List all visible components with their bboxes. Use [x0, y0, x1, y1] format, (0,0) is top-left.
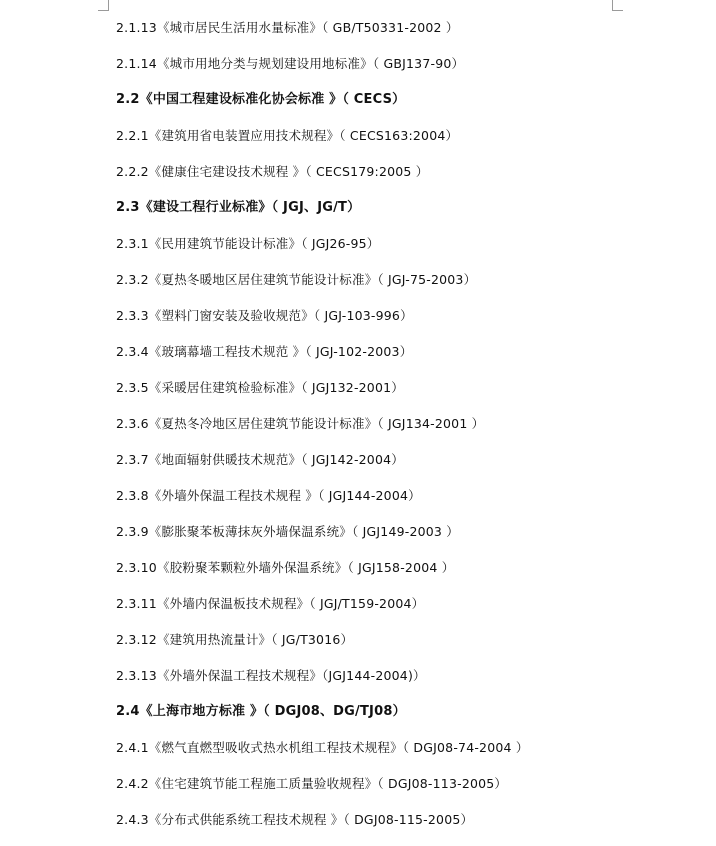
- standard-entry: 2.4.2《住宅建筑节能工程施工质量验收规程》（ DGJ08-113-2005）: [116, 776, 508, 791]
- standard-entry: 2.2.2《健康住宅建设技术规程 》（ CECS179:2005 ）: [116, 164, 429, 179]
- crop-mark-top-left: [98, 0, 109, 11]
- standard-entry: 2.3.11《外墙内保温板技术规程》（ JGJ/T159-2004）: [116, 596, 425, 611]
- standard-entry: 2.3.8《外墙外保温工程技术规程 》（ JGJ144-2004）: [116, 488, 421, 503]
- standard-entry: 2.3.12《建筑用热流量计》（ JG/T3016）: [116, 632, 354, 647]
- standard-entry: 2.3.9《膨胀聚苯板薄抹灰外墙保温系统》（ JGJ149-2003 ）: [116, 524, 459, 539]
- standard-entry: 2.3.2《夏热冬暖地区居住建筑节能设计标准》（ JGJ-75-2003）: [116, 272, 477, 287]
- standard-entry: 2.4.3《分布式供能系统工程技术规程 》（ DGJ08-115-2005）: [116, 812, 474, 827]
- standard-entry: 2.2.1《建筑用省电装置应用技术规程》（ CECS163:2004）: [116, 128, 459, 143]
- standard-entry: 2.3.5《采暖居住建筑检验标准》（ JGJ132-2001）: [116, 380, 404, 395]
- section-heading: 2.4《上海市地方标准 》（ DGJ08、DG/TJ08）: [116, 704, 406, 719]
- standard-entry: 2.3.10《胶粉聚苯颗粒外墙外保温系统》（ JGJ158-2004 ）: [116, 560, 455, 575]
- standards-list: [116, 18, 706, 846]
- standard-entry: 2.3.1《民用建筑节能设计标准》（ JGJ26-95）: [116, 236, 380, 251]
- standard-entry: 2.3.13《外墙外保温工程技术规程》（JGJ144-2004)）: [116, 668, 426, 683]
- standard-entry: 2.3.3《塑料门窗安装及验收规范》（ JGJ-103-996）: [116, 308, 413, 323]
- crop-mark-top-right: [612, 0, 623, 11]
- standard-entry: 2.1.14《城市用地分类与规划建设用地标准》（ GBJ137-90）: [116, 56, 465, 71]
- standard-entry: 2.1.13《城市居民生活用水量标准》（ GB/T50331-2002 ）: [116, 20, 459, 35]
- standard-entry: 2.3.4《玻璃幕墙工程技术规范 》（ JGJ-102-2003）: [116, 344, 413, 359]
- standard-entry: 2.4.1《燃气直燃型吸收式热水机组工程技术规程》（ DGJ08-74-2004 ）: [116, 740, 529, 755]
- section-heading: 2.2《中国工程建设标准化协会标准 》（ CECS）: [116, 92, 406, 107]
- section-heading: 2.3《建设工程行业标准》（ JGJ、JG/T）: [116, 200, 361, 215]
- standard-entry: 2.3.7《地面辐射供暖技术规范》（ JGJ142-2004）: [116, 452, 404, 467]
- standard-entry: 2.3.6《夏热冬冷地区居住建筑节能设计标准》（ JGJ134-2001 ）: [116, 416, 485, 431]
